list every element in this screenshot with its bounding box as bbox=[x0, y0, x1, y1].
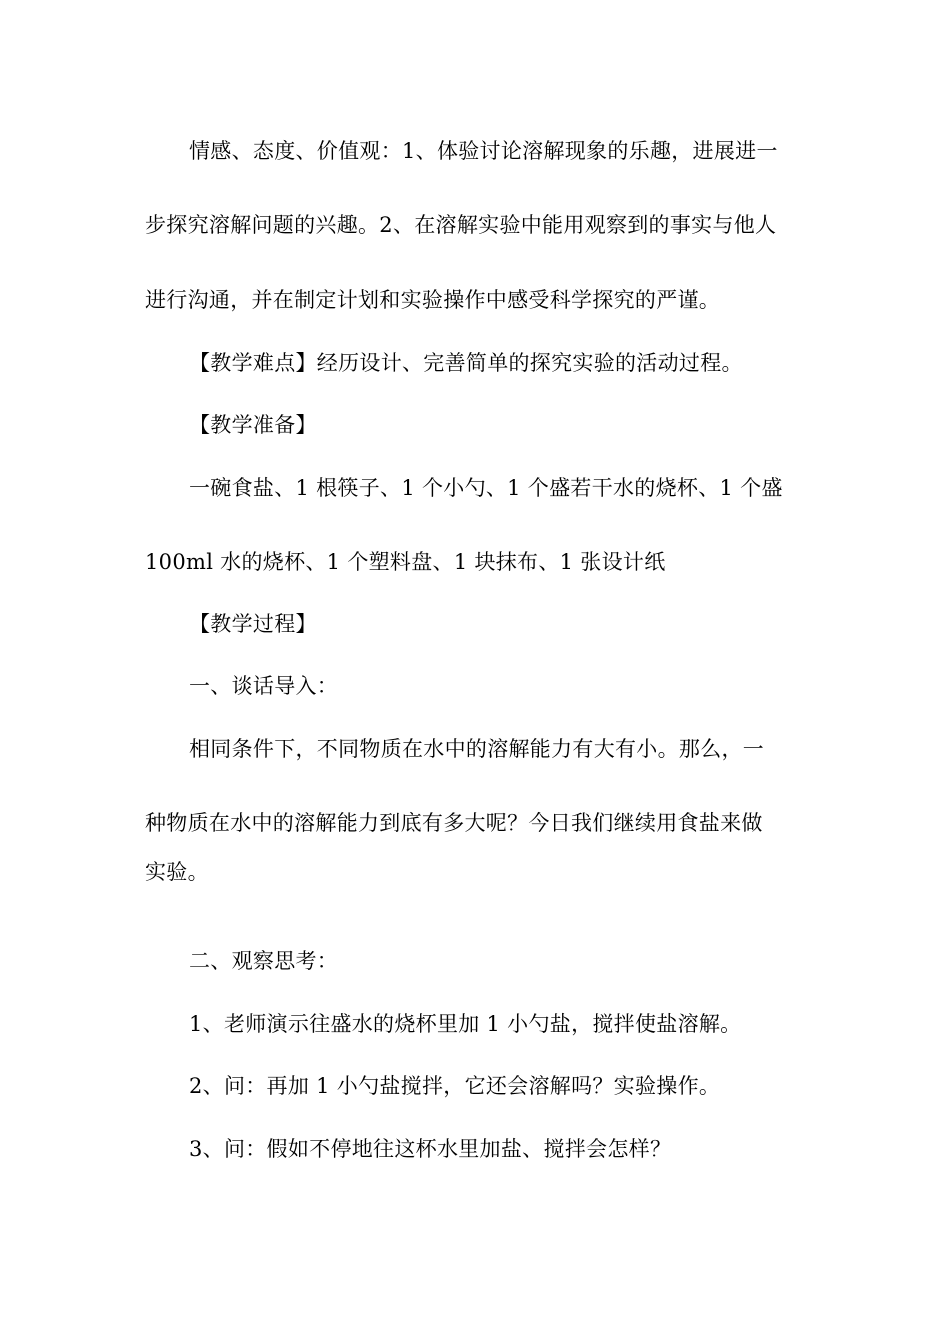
step-2-line: 2、问：再加 1 小勺盐搅拌，它还会溶解吗？实验操作。 bbox=[189, 1074, 721, 1098]
intro-paragraph-line-2: 种物质在水中的溶解能力到底有多大呢？今日我们继续用食盐来做 bbox=[145, 811, 763, 835]
section-1-heading: 一、谈话导入： bbox=[189, 674, 339, 698]
intro-paragraph-line-3: 实验。 bbox=[145, 860, 209, 884]
paragraph-emotion-line-3: 进行沟通，并在制定计划和实验操作中感受科学探究的严谨。 bbox=[145, 288, 721, 312]
intro-paragraph-line-1: 相同条件下，不同物质在水中的溶解能力有大有小。那么，一 bbox=[189, 737, 765, 761]
teaching-difficulty-line: 【教学难点】经历设计、完善简单的探究实验的活动过程。 bbox=[189, 351, 743, 375]
paragraph-emotion-line-1: 情感、态度、价值观：1、体验讨论溶解现象的乐趣，进展进一 bbox=[189, 139, 778, 163]
teaching-process-heading: 【教学过程】 bbox=[189, 612, 317, 636]
teaching-preparation-heading: 【教学准备】 bbox=[189, 413, 317, 437]
section-2-heading: 二、观察思考： bbox=[189, 949, 339, 973]
step-1-line: 1、老师演示往盛水的烧杯里加 1 小勺盐，搅拌使盐溶解。 bbox=[189, 1012, 742, 1036]
paragraph-emotion-line-2: 步探究溶解问题的兴趣。2、在溶解实验中能用观察到的事实与他人 bbox=[145, 213, 777, 237]
step-3-line: 3、问：假如不停地往这杯水里加盐、搅拌会怎样？ bbox=[189, 1137, 672, 1161]
materials-line-2: 100ml 水的烧杯、1 个塑料盘、1 块抹布、1 张设计纸 bbox=[145, 550, 666, 574]
materials-line-1: 一碗食盐、1 根筷子、1 个小勺、1 个盛若干水的烧杯、1 个盛 bbox=[189, 476, 783, 500]
